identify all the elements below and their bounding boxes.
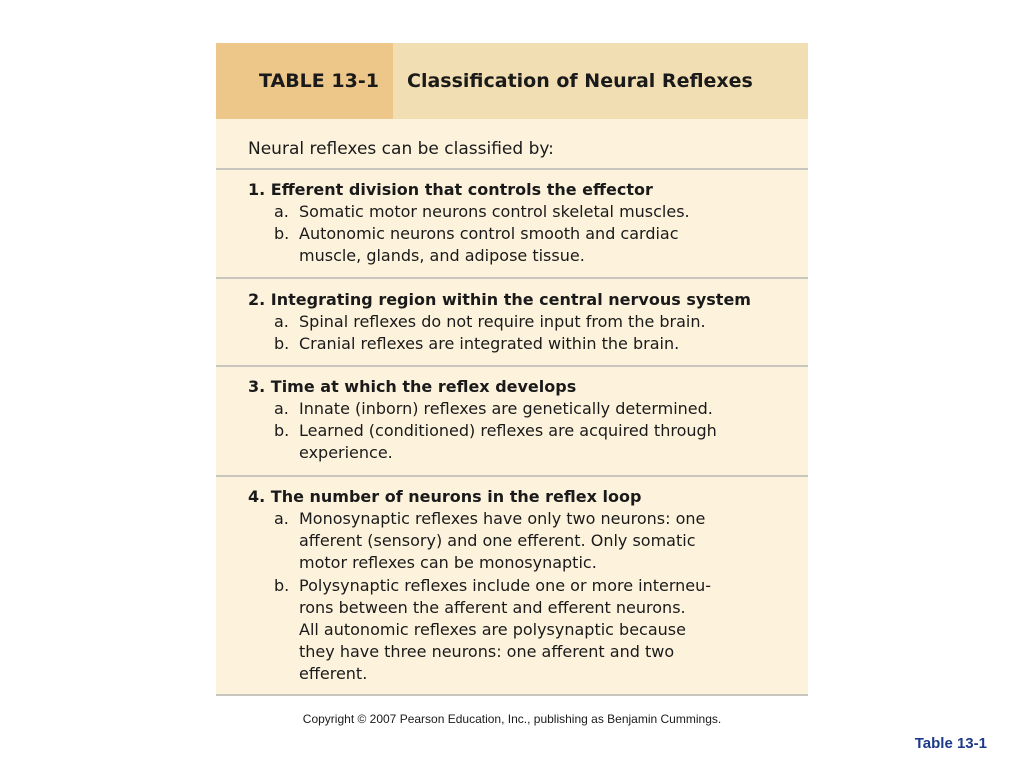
copyright-notice: Copyright © 2007 Pearson Education, Inc., publishing as Benjamin Cummings.	[302, 712, 722, 726]
section-efferent-division	[248, 179, 808, 268]
section-divider	[216, 694, 808, 696]
item-letter: a.	[274, 399, 289, 418]
list-item	[248, 420, 808, 464]
item-letter: b.	[274, 334, 290, 354]
list-item	[248, 333, 808, 355]
section-reflex-development	[248, 376, 808, 465]
section-heading: 3. Time at which the reflex develops	[248, 377, 577, 396]
list-item	[248, 201, 808, 223]
section-heading: 4. The number of neurons in the reflex loop	[248, 487, 642, 506]
item-text: Innate (inborn) reflexes are genetically determined.	[299, 399, 713, 418]
section-neuron-count	[248, 486, 808, 686]
reflex-classification-table	[216, 43, 808, 696]
list-item	[248, 575, 808, 686]
section-heading: 1. Efferent division that controls the effector	[248, 180, 653, 199]
section-divider	[216, 277, 808, 279]
item-text: muscle, glands, and adipose tissue.	[299, 246, 585, 266]
item-text: Spinal reflexes do not require input from the brain.	[299, 312, 706, 331]
item-text: Cranial reflexes are integrated within the brain.	[299, 334, 680, 354]
section-divider	[216, 475, 808, 477]
item-letter: b.	[274, 421, 290, 441]
section-integrating-region	[248, 289, 808, 355]
list-item	[248, 223, 808, 267]
item-letter: a.	[274, 202, 289, 221]
item-text: efferent.	[299, 664, 368, 684]
section-divider	[216, 168, 808, 170]
item-text: rons between the afferent and efferent neurons.	[299, 597, 686, 617]
list-item	[248, 398, 808, 420]
item-text: afferent (sensory) and one efferent. Only somatic	[299, 531, 696, 551]
item-text: All autonomic reflexes are polysynaptic because	[299, 620, 686, 640]
table-label: TABLE 13-1	[259, 70, 379, 92]
table-label-cell	[216, 43, 393, 119]
slide-reference: Table 13-1	[914, 735, 987, 752]
table-title: Classification of Neural Reflexes	[407, 70, 753, 92]
item-text: experience.	[299, 443, 393, 463]
item-letter: b.	[274, 224, 290, 244]
item-text: Monosynaptic reflexes have only two neurons: one	[299, 509, 706, 528]
item-text: they have three neurons: one afferent and two	[299, 642, 675, 662]
list-item	[248, 311, 808, 333]
table-header	[216, 43, 808, 119]
item-text: Learned (conditioned) reflexes are acquired through	[299, 421, 717, 441]
item-letter: a.	[274, 312, 289, 331]
item-letter: b.	[274, 575, 290, 595]
item-text: Autonomic neurons control smooth and cardiac	[299, 224, 679, 244]
list-item	[248, 508, 808, 575]
table-intro: Neural reflexes can be classified by:	[248, 139, 554, 159]
item-letter: a.	[274, 509, 289, 528]
item-text: Polysynaptic reflexes include one or more interneu-	[299, 575, 712, 595]
item-text: Somatic motor neurons control skeletal muscles.	[299, 202, 690, 221]
item-text: motor reflexes can be monosynaptic.	[299, 553, 597, 573]
section-heading: 2. Integrating region within the central nervous system	[248, 290, 751, 309]
section-divider	[216, 365, 808, 367]
